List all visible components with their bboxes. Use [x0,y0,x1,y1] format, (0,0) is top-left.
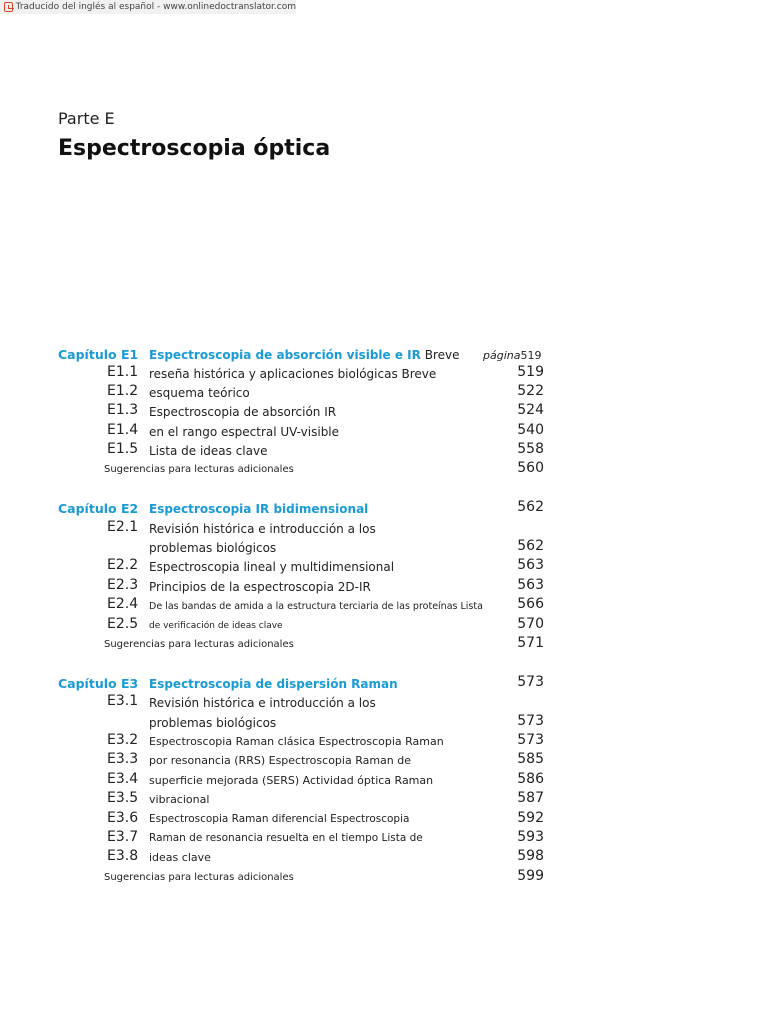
section-number: E1.1 [107,364,139,380]
section-number: E3.7 [107,829,139,845]
section-page: 586 [517,771,544,787]
section-title: Principios de la espectroscopia 2D-IR [149,580,371,594]
section-title: superficie mejorada (SERS) Actividad óptica Raman [149,774,434,787]
section-title: vibracional [149,793,210,806]
toc-row[interactable] [0,732,560,752]
translation-banner[interactable] [0,0,296,14]
toc-row[interactable] [0,713,560,733]
section-title: problemas biológicos [149,541,277,555]
toc-row[interactable] [0,810,560,830]
section-page: 573 [517,713,544,729]
section-title: De las bandas de amida a la estructura terciaria de las proteínas Lista [149,601,483,612]
toc-row[interactable] [0,441,560,461]
toc-row[interactable] [0,829,560,849]
section-number: E2.3 [107,577,139,593]
pdf-translate-icon [4,2,13,12]
section-number: E3.3 [107,751,139,767]
further-reading-row[interactable] [0,868,560,888]
section-page: 563 [517,577,544,593]
chapter-title[interactable]: Espectroscopia de absorción visible e IR Breve [149,348,460,362]
toc-row[interactable] [0,790,560,810]
toc-row[interactable] [0,557,560,577]
section-page: 540 [517,422,544,438]
section-page: 599 [517,868,544,884]
chapter-row-e2[interactable] [0,499,560,519]
section-title: Lista de ideas clave [149,444,268,458]
toc-row[interactable] [0,577,560,597]
toc-row[interactable] [0,364,560,384]
section-title: esquema teórico [149,386,250,400]
section-number: E2.5 [107,616,139,632]
section-page: 522 [517,383,544,399]
section-title: Espectroscopia de absorción IR [149,405,337,419]
section-page: 566 [517,596,544,612]
section-number: E1.4 [107,422,139,438]
section-page: 585 [517,751,544,767]
section-page: 563 [517,557,544,573]
toc-row[interactable] [0,402,560,422]
section-number: E3.1 [107,693,139,709]
section-title: de verificación de ideas clave [149,621,283,631]
section-page: 573 [517,732,544,748]
part-label: Parte E [58,109,115,128]
chapter-number: Capítulo E2 [58,501,139,516]
part-title: Espectroscopia óptica [58,136,331,161]
section-title: Revisión histórica e introducción a los [149,696,376,710]
section-title: ideas clave [149,851,211,864]
toc-row[interactable] [0,422,560,442]
section-page: 558 [517,441,544,457]
chapter-number: Capítulo E3 [58,676,139,691]
section-page: 598 [517,848,544,864]
section-number: E3.2 [107,732,139,748]
section-number: E2.2 [107,557,139,573]
section-number: E3.4 [107,771,139,787]
toc-row[interactable] [0,616,560,636]
section-title: en el rango espectral UV-visible [149,425,340,439]
chapter-page: 573 [517,674,544,690]
toc-row[interactable] [0,538,560,558]
toc-row[interactable] [0,519,560,539]
chapter-row-e3[interactable] [0,674,560,694]
section-number: E1.3 [107,402,139,418]
section-title: Raman de resonancia resuelta en el tiempo Lista de [149,832,423,844]
section-number: E3.8 [107,848,139,864]
section-number: E2.4 [107,596,139,612]
further-reading-label: Sugerencias para lecturas adicionales [104,872,294,883]
section-number: E1.5 [107,441,139,457]
section-page: 592 [517,810,544,826]
section-title: Espectroscopia lineal y multidimensional [149,560,395,574]
banner-text[interactable]: Traducido del inglés al español - www.onlinedoctranslator.com [15,2,296,12]
chapter-title[interactable]: Espectroscopia IR bidimensional [149,502,369,516]
chapter-number: Capítulo E1 [58,347,139,362]
section-page: 562 [517,538,544,554]
further-reading-label: Sugerencias para lecturas adicionales [104,639,294,650]
chapter-title[interactable]: Espectroscopia de dispersión Raman [149,677,398,691]
section-page: 571 [517,635,544,651]
section-number: E3.6 [107,810,139,826]
section-title: reseña histórica y aplicaciones biológicas Breve [149,367,437,381]
section-number: E2.1 [107,519,139,535]
section-page: 593 [517,829,544,845]
chapter-page: 562 [517,499,544,515]
section-number: E3.5 [107,790,139,806]
toc-row[interactable] [0,693,560,713]
toc-row[interactable] [0,848,560,868]
further-reading-row[interactable] [0,635,560,655]
toc-row[interactable] [0,751,560,771]
further-reading-label: Sugerencias para lecturas adicionales [104,464,294,475]
section-page: 587 [517,790,544,806]
chapter-page: página519 [483,349,542,362]
section-title: Espectroscopia Raman diferencial Espectroscopia [149,813,410,825]
further-reading-row[interactable] [0,460,560,480]
toc-row[interactable] [0,596,560,616]
section-title: problemas biológicos [149,716,277,730]
section-page: 524 [517,402,544,418]
section-page: 560 [517,460,544,476]
toc-row[interactable] [0,771,560,791]
section-page: 570 [517,616,544,632]
toc-row[interactable] [0,383,560,403]
section-title: Espectroscopia Raman clásica Espectroscopia Raman [149,735,444,748]
section-number: E1.2 [107,383,139,399]
section-title: por resonancia (RRS) Espectroscopia Raman de [149,754,412,767]
chapter-row-e1[interactable] [0,345,560,365]
section-page: 519 [517,364,544,380]
section-title: Revisión histórica e introducción a los [149,522,376,536]
